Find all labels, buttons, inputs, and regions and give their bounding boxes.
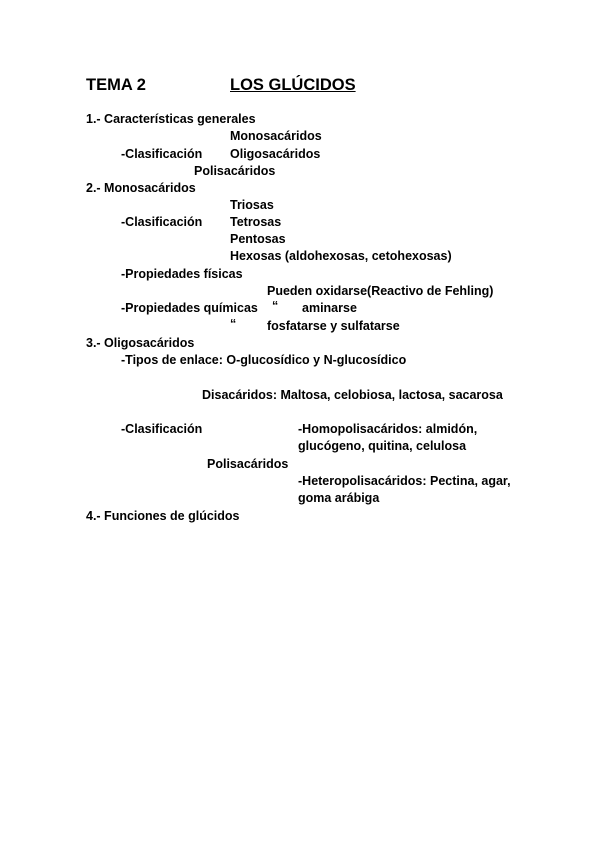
- s2-quimicas-line3: fosfatarse y sulfatarse: [267, 319, 400, 333]
- s2-clasificacion-label: -Clasificación: [121, 215, 203, 229]
- s2-quimicas-line2: aminarse: [302, 301, 357, 315]
- s2-ditto-mark-2: “: [230, 317, 237, 331]
- s3-hetero-line2: goma arábiga: [298, 491, 380, 505]
- s3-hetero-line1: -Heteropolisacáridos: Pectina, agar,: [298, 474, 511, 488]
- s2-fisicas-label: -Propiedades físicas: [121, 267, 243, 281]
- tema-label: TEMA 2: [86, 76, 146, 94]
- s2-item-pentosas: Pentosas: [230, 232, 286, 246]
- section4-heading: 4.- Funciones de glúcidos: [86, 509, 240, 523]
- s3-disacaridos: Disacáridos: Maltosa, celobiosa, lactosa, sacarosa: [202, 388, 503, 402]
- s3-clasificacion-label: -Clasificación: [121, 422, 203, 436]
- s1-item-oligosacaridos: Oligosacáridos: [230, 147, 321, 161]
- s3-tipos-enlace: -Tipos de enlace: O-glucosídico y N-glucosídico: [121, 353, 407, 367]
- section2-heading: 2.- Monosacáridos: [86, 181, 196, 195]
- section3-heading: 3.- Oligosacáridos: [86, 336, 195, 350]
- s1-item-monosacaridos: Monosacáridos: [230, 129, 322, 143]
- s3-homo-line1: -Homopolisacáridos: almidón,: [298, 422, 478, 436]
- s2-quimicas-line1: Pueden oxidarse(Reactivo de Fehling): [267, 284, 494, 298]
- s1-item-polisacaridos: Polisacáridos: [194, 164, 276, 178]
- s2-item-tetrosas: Tetrosas: [230, 215, 282, 229]
- page-title: LOS GLÚCIDOS: [230, 76, 356, 94]
- s2-ditto-mark-1: “: [272, 299, 279, 313]
- s2-quimicas-label: -Propiedades químicas: [121, 301, 258, 315]
- s3-polisacaridos-label: Polisacáridos: [207, 457, 289, 471]
- s2-item-triosas: Triosas: [230, 198, 274, 212]
- s1-clasificacion-label: -Clasificación: [121, 147, 203, 161]
- s2-item-hexosas: Hexosas (aldohexosas, cetohexosas): [230, 249, 452, 263]
- section1-heading: 1.- Características generales: [86, 112, 256, 126]
- s3-homo-line2: glucógeno, quitina, celulosa: [298, 439, 467, 453]
